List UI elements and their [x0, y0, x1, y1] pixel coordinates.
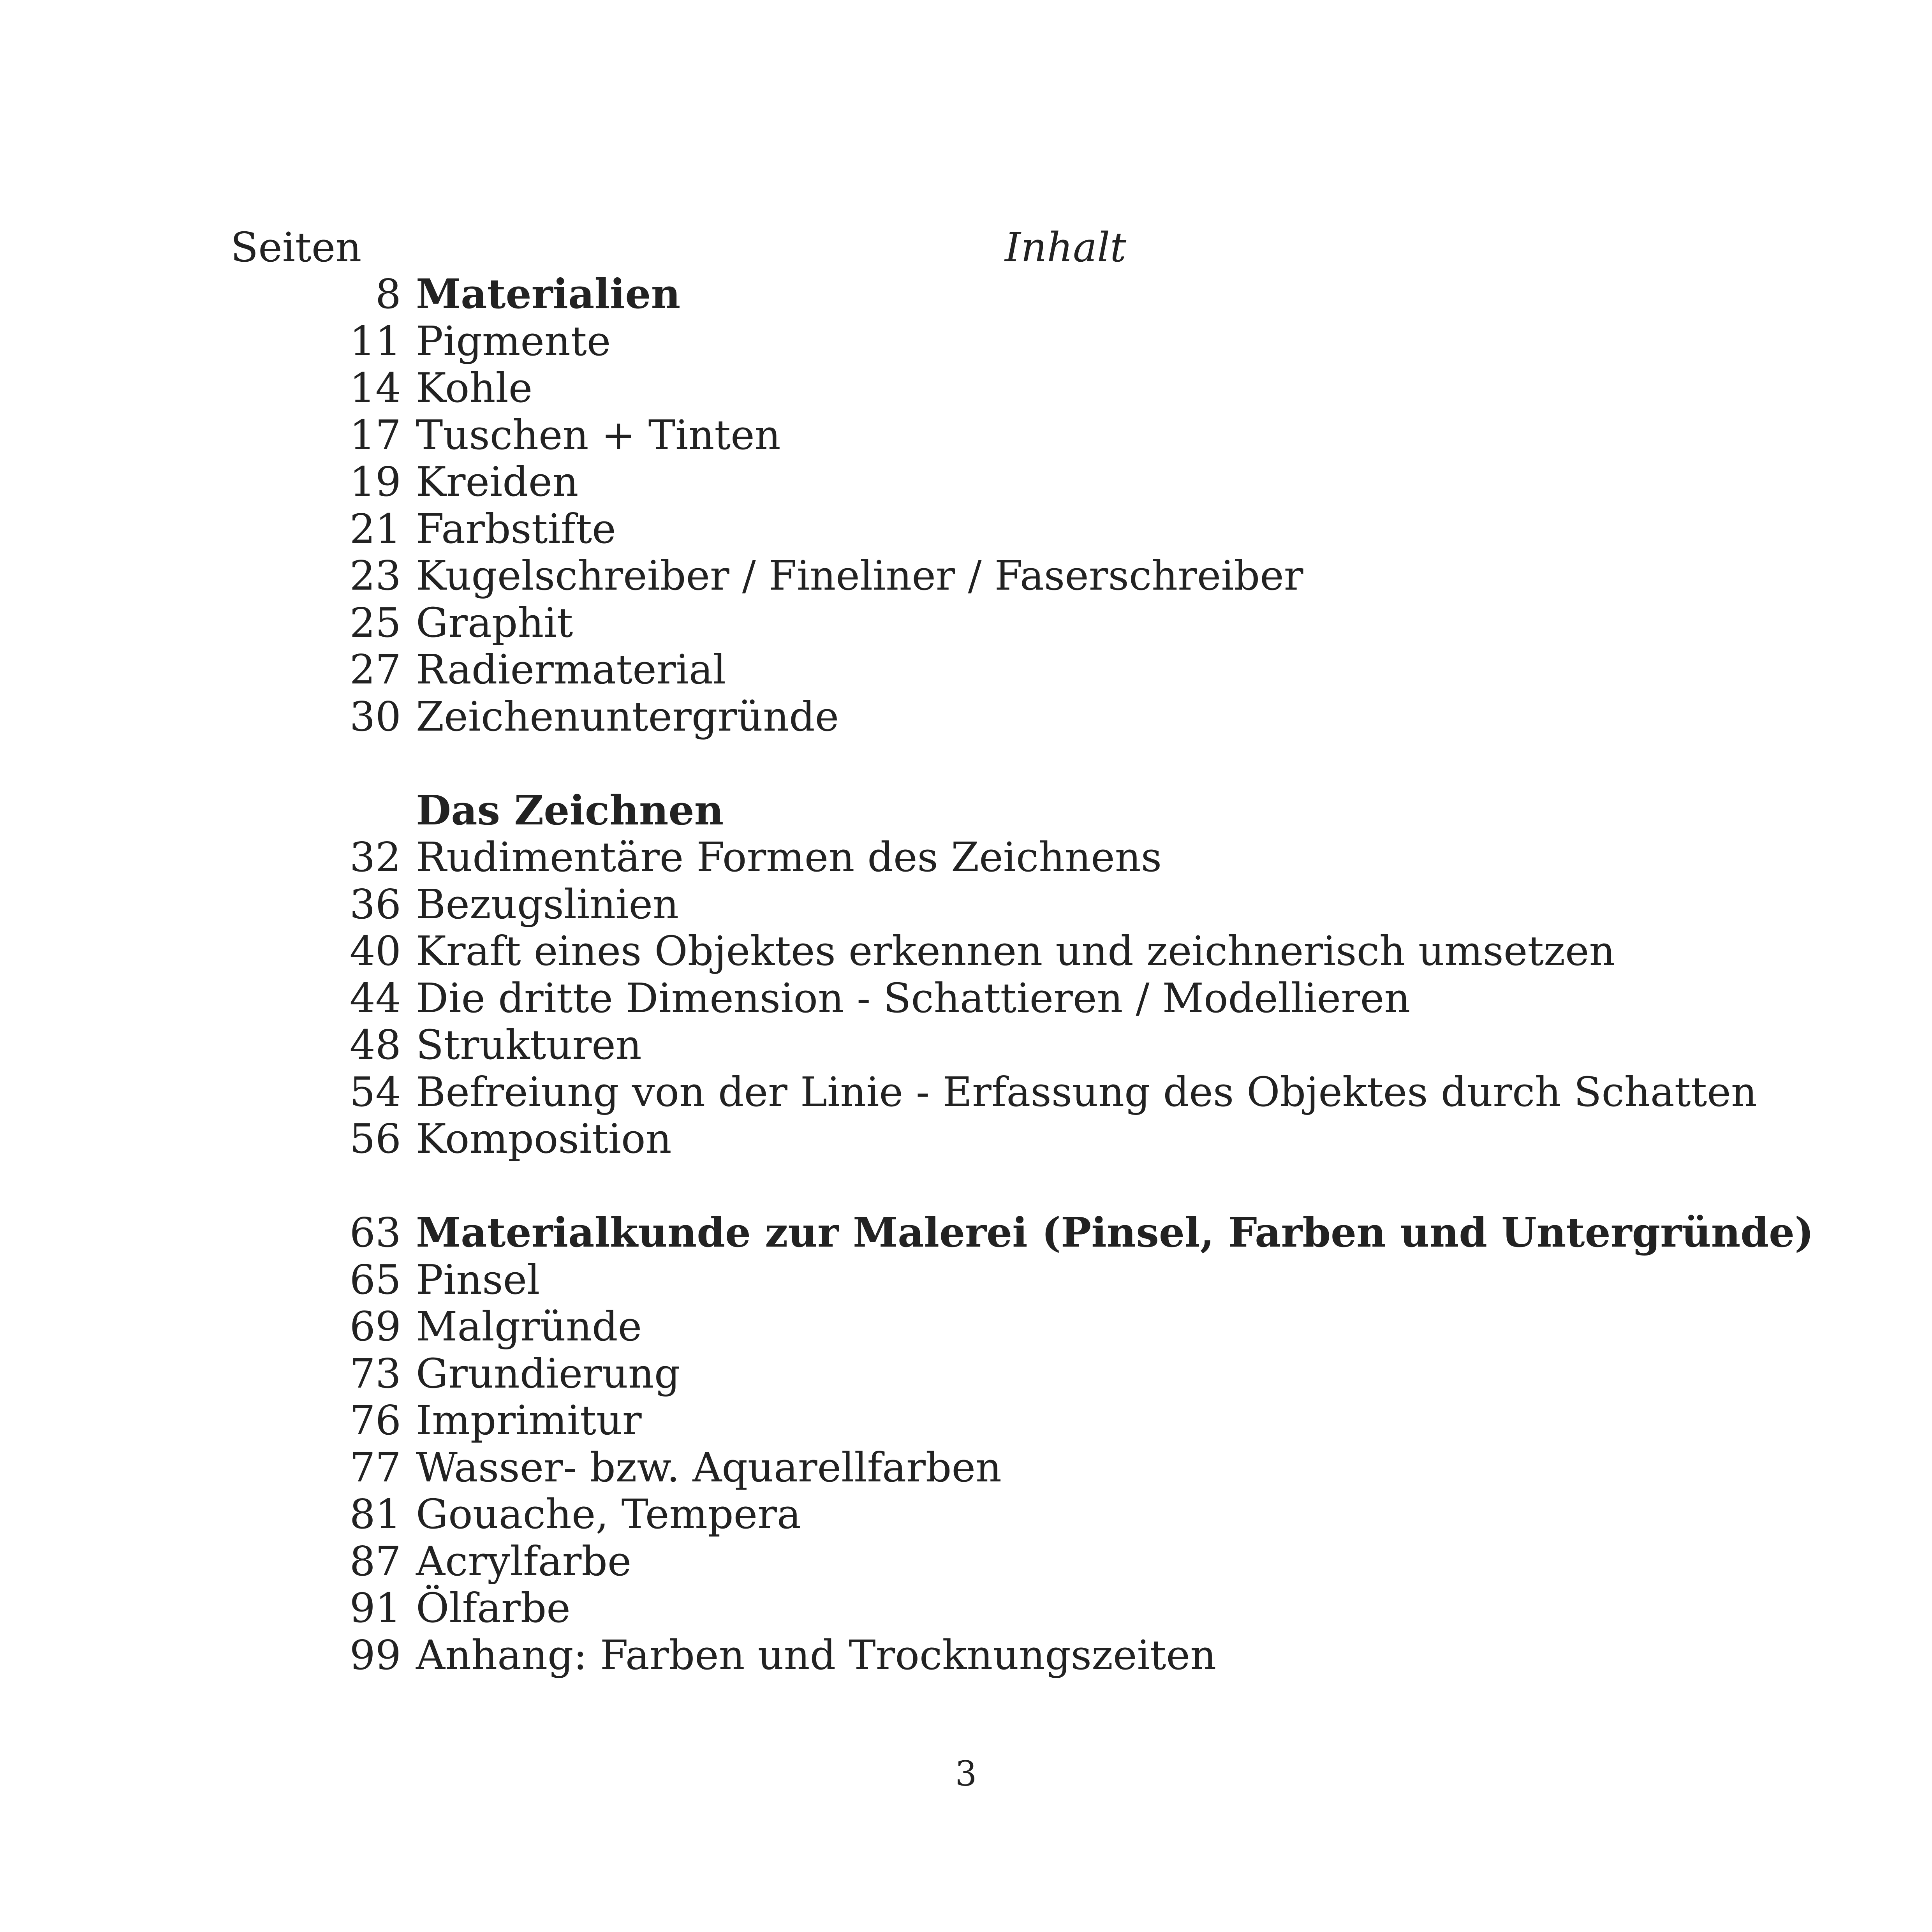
toc-entry-title: Komposition	[416, 1115, 672, 1162]
toc-entry	[0, 318, 1932, 365]
toc-entry-title: Rudimentäre Formen des Zeichnens	[416, 833, 1162, 881]
toc-entry-title: Radiermaterial	[416, 646, 726, 693]
toc-section-heading	[0, 1209, 1932, 1256]
toc-page-number: 19	[349, 458, 401, 505]
toc-entry-title: Kreiden	[416, 458, 579, 505]
toc-entry-title: Befreiung von der Linie - Erfassung des Objektes durch Schatten	[416, 1068, 1757, 1116]
toc-entry	[0, 1303, 1932, 1350]
toc-page-number: 63	[349, 1209, 401, 1256]
toc-page-number: 73	[349, 1349, 401, 1397]
toc-page-number: 36	[349, 880, 401, 928]
toc-entry	[0, 505, 1932, 553]
toc-entry	[0, 834, 1932, 881]
toc-entry	[0, 552, 1932, 599]
toc-entry	[0, 693, 1932, 740]
toc-entry-title: Imprimitur	[416, 1397, 642, 1444]
toc-entry	[0, 365, 1932, 412]
toc-page-number: 21	[349, 505, 401, 553]
toc-entry-title: Kraft eines Objektes erkennen und zeichnerisch umsetzen	[416, 927, 1615, 975]
toc-entry-title: Farbstifte	[416, 505, 616, 553]
toc-entry	[0, 599, 1932, 646]
toc-entry-title: Bezugslinien	[416, 880, 679, 928]
toc-page-number: 32	[349, 833, 401, 881]
toc-section-heading	[0, 787, 1932, 834]
toc-entry	[0, 881, 1932, 928]
toc-entry-title: Wasser- bzw. Aquarellfarben	[416, 1443, 1002, 1491]
toc-page-number: 54	[349, 1068, 401, 1116]
toc-page-number: 14	[349, 364, 401, 412]
toc-page-number: 56	[349, 1115, 401, 1162]
toc-page-number: 99	[349, 1631, 401, 1679]
toc-entry	[0, 1021, 1932, 1069]
toc-spacer	[0, 1162, 1932, 1210]
toc-entry	[0, 1115, 1932, 1162]
toc-page-number: 81	[349, 1490, 401, 1538]
page-number: 3	[955, 1754, 977, 1794]
pages-column-label: Seiten	[231, 224, 362, 271]
page-title: Inhalt	[1005, 224, 1127, 271]
toc-entry-title: Die dritte Dimension - Schattieren / Modellieren	[416, 974, 1411, 1022]
toc-entry	[0, 1397, 1932, 1444]
toc-entry	[0, 1585, 1932, 1632]
table-of-contents	[0, 271, 1932, 1678]
toc-entry-title: Pigmente	[416, 317, 611, 365]
toc-page-number: 76	[349, 1397, 401, 1444]
toc-page-number: 40	[349, 927, 401, 975]
toc-entry-title: Ölfarbe	[416, 1584, 571, 1632]
toc-page-number: 27	[349, 646, 401, 693]
toc-page-number: 69	[349, 1303, 401, 1350]
toc-entry-title: Tuschen + Tinten	[416, 411, 781, 459]
toc-entry-title: Malgründe	[416, 1303, 642, 1350]
toc-entry-title: Das Zeichnen	[416, 786, 724, 834]
toc-entry	[0, 975, 1932, 1022]
toc-entry	[0, 1632, 1932, 1679]
toc-page-number: 30	[349, 692, 401, 740]
toc-page-number: 8	[375, 270, 401, 318]
toc-entry	[0, 646, 1932, 693]
toc-page-number: 17	[349, 411, 401, 459]
toc-page-number: 77	[349, 1443, 401, 1491]
toc-page-number: 87	[349, 1537, 401, 1585]
toc-spacer	[0, 740, 1932, 787]
toc-page-number: 48	[349, 1021, 401, 1069]
toc-entry-title: Strukturen	[416, 1021, 642, 1069]
toc-entry-title: Gouache, Tempera	[416, 1490, 801, 1538]
toc-entry	[0, 1491, 1932, 1538]
toc-page-number: 44	[349, 974, 401, 1022]
toc-entry-title: Zeichenuntergründe	[416, 692, 839, 740]
toc-entry-title: Pinsel	[416, 1256, 540, 1303]
toc-entry	[0, 458, 1932, 505]
toc-entry-title: Acrylfarbe	[416, 1537, 632, 1585]
toc-entry	[0, 1444, 1932, 1491]
toc-page-number: 65	[349, 1256, 401, 1303]
toc-entry-title: Kugelschreiber / Fineliner / Faserschreiber	[416, 552, 1303, 599]
toc-section-heading	[0, 271, 1932, 318]
toc-entry-title: Anhang: Farben und Trocknungszeiten	[416, 1631, 1217, 1679]
toc-entry-title: Grundierung	[416, 1349, 680, 1397]
toc-entry	[0, 1350, 1932, 1397]
toc-page-number: 23	[349, 552, 401, 599]
toc-entry	[0, 928, 1932, 975]
toc-entry	[0, 412, 1932, 459]
toc-entry-title: Materialien	[416, 270, 681, 318]
toc-page-number: 25	[349, 599, 401, 646]
toc-entry	[0, 1256, 1932, 1303]
toc-entry	[0, 1538, 1932, 1585]
toc-entry-title: Materialkunde zur Malerei (Pinsel, Farben und Untergründe)	[416, 1208, 1814, 1256]
toc-entry	[0, 1069, 1932, 1116]
toc-page-number: 91	[349, 1584, 401, 1632]
toc-page-number: 11	[349, 317, 401, 365]
toc-entry-title: Graphit	[416, 599, 573, 646]
toc-entry-title: Kohle	[416, 364, 533, 412]
